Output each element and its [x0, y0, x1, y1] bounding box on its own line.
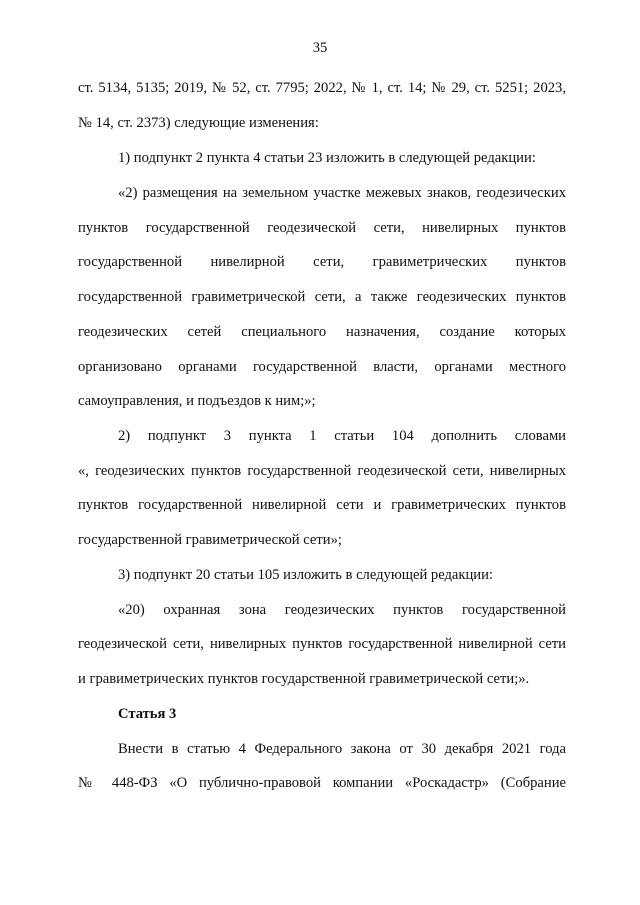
text-line: 3) подпункт 20 статьи 105 изложить в следующей редакции:: [118, 567, 493, 583]
text-line: «20) охранная зона геодезических пунктов государственной: [118, 602, 566, 618]
text-line: пунктов государственной нивелирной сети и гравиметрических пунктов: [78, 497, 566, 513]
text-line: «2) размещения на земельном участке межевых знаков, геодезических: [118, 185, 566, 201]
page-number: 35: [312, 40, 328, 56]
article-heading: Статья 3: [118, 706, 177, 722]
text-line: ст. 5134, 5135; 2019, № 52, ст. 7795; 2022, № 1, ст. 14; № 29, ст. 5251; 2023,: [78, 80, 566, 96]
text-line: № 14, ст. 2373) следующие изменения:: [78, 115, 319, 131]
text-line: пунктов государственной геодезической сети, нивелирных пунктов: [78, 220, 566, 236]
text-line: 2) подпункт 3 пункта 1 статьи 104 дополнить словами: [118, 428, 566, 444]
text-line: Внести в статью 4 Федерального закона от 30 декабря 2021 года: [118, 741, 566, 757]
text-line: организовано органами государственной власти, органами местного: [78, 359, 566, 375]
text-line: государственной нивелирной сети, гравиметрических пунктов: [78, 254, 566, 270]
text-line: геодезических сетей специального назначения, создание которых: [78, 324, 566, 340]
text-line: 1) подпункт 2 пункта 4 статьи 23 изложить в следующей редакции:: [118, 150, 536, 166]
text-line: и гравиметрических пунктов государственной гравиметрической сети;».: [78, 671, 530, 687]
text-line: геодезической сети, нивелирных пунктов государственной нивелирной сети: [78, 636, 566, 652]
text-line: № 448-ФЗ «О публично-правовой компании «Роскадастр» (Собрание: [78, 775, 566, 791]
text-line: государственной гравиметрической сети»;: [78, 532, 342, 548]
text-line: «, геодезических пунктов государственной геодезической сети, нивелирных: [78, 463, 566, 479]
text-line: государственной гравиметрической сети, а также геодезических пунктов: [78, 289, 566, 305]
text-line: самоуправления, и подъездов к ним;»;: [78, 393, 316, 409]
